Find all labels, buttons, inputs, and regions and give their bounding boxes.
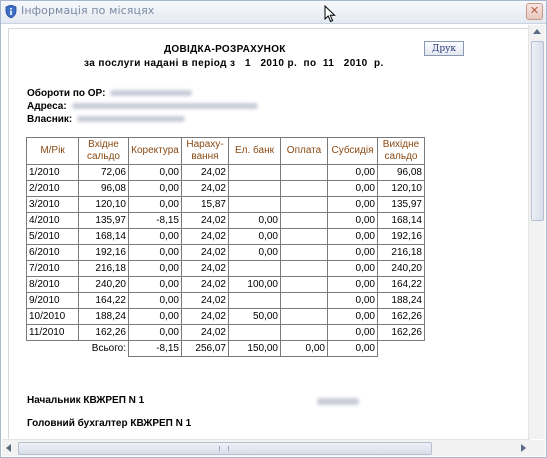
column-header: Вихідне сальдо bbox=[378, 138, 425, 165]
value-cell bbox=[281, 293, 328, 309]
month-cell: 6/2010 bbox=[27, 245, 79, 261]
column-header: Оплата bbox=[281, 138, 328, 165]
vertical-scroll-thumb[interactable] bbox=[531, 41, 544, 221]
table-row bbox=[27, 165, 425, 181]
value-cell: 188,24 bbox=[79, 309, 129, 325]
value-cell: 192,16 bbox=[378, 229, 425, 245]
accountant-signature: Головний бухгалтер КВЖРЕП N 1 bbox=[27, 418, 192, 429]
value-cell: -8,15 bbox=[129, 213, 182, 229]
month-cell: 11/2010 bbox=[27, 325, 79, 341]
value-cell: 240,20 bbox=[79, 277, 129, 293]
month-cell: 8/2010 bbox=[27, 277, 79, 293]
value-cell bbox=[281, 325, 328, 341]
value-cell: 0,00 bbox=[129, 277, 182, 293]
value-cell: 0,00 bbox=[328, 293, 378, 309]
value-cell: 24,02 bbox=[182, 229, 229, 245]
value-cell: 0,00 bbox=[328, 261, 378, 277]
table-row bbox=[27, 181, 425, 197]
month-cell: 1/2010 bbox=[27, 165, 79, 181]
vertical-scrollbar[interactable] bbox=[528, 25, 545, 439]
value-cell: 0,00 bbox=[129, 229, 182, 245]
report-title: ДОВІДКА-РОЗРАХУНОК bbox=[164, 44, 286, 55]
table-header-row bbox=[27, 138, 425, 165]
value-cell: 0,00 bbox=[129, 293, 182, 309]
scroll-right-arrow-icon[interactable] bbox=[521, 444, 526, 452]
address-line bbox=[27, 101, 258, 112]
value-cell: 15,87 bbox=[182, 197, 229, 213]
scroll-grip-icon bbox=[219, 446, 229, 451]
mouse-cursor-icon bbox=[324, 5, 338, 23]
total-cell: 256,07 bbox=[182, 341, 229, 357]
owner-label: Власник: bbox=[27, 114, 73, 125]
value-cell: 0,00 bbox=[328, 245, 378, 261]
value-cell: 0,00 bbox=[328, 309, 378, 325]
total-label: Всього: bbox=[79, 341, 129, 357]
value-cell: 135,97 bbox=[378, 197, 425, 213]
horizontal-scrollbar[interactable] bbox=[2, 439, 530, 456]
table-row bbox=[27, 325, 425, 341]
value-cell: 24,02 bbox=[182, 309, 229, 325]
month-cell: 5/2010 bbox=[27, 229, 79, 245]
turnover-line bbox=[27, 88, 192, 99]
value-cell: 120,10 bbox=[79, 197, 129, 213]
value-cell: 192,16 bbox=[79, 245, 129, 261]
table-row bbox=[27, 197, 425, 213]
value-cell: 24,02 bbox=[182, 165, 229, 181]
value-cell bbox=[281, 181, 328, 197]
value-cell: 24,02 bbox=[182, 181, 229, 197]
title-bar bbox=[1, 1, 546, 24]
value-cell: 0,00 bbox=[328, 165, 378, 181]
value-cell: 135,97 bbox=[79, 213, 129, 229]
value-cell: 0,00 bbox=[328, 181, 378, 197]
value-cell: 0,00 bbox=[328, 197, 378, 213]
month-cell: 9/2010 bbox=[27, 293, 79, 309]
value-cell: 96,08 bbox=[79, 181, 129, 197]
chief-signature: Начальник КВЖРЕП N 1 bbox=[27, 395, 145, 406]
total-cell: 150,00 bbox=[229, 341, 281, 357]
value-cell: 240,20 bbox=[378, 261, 425, 277]
total-spacer bbox=[378, 341, 425, 357]
table-row bbox=[27, 245, 425, 261]
redacted-address bbox=[72, 103, 258, 109]
value-cell: 0,00 bbox=[129, 165, 182, 181]
value-cell: 24,02 bbox=[182, 293, 229, 309]
month-cell: 2/2010 bbox=[27, 181, 79, 197]
value-cell: 168,14 bbox=[79, 229, 129, 245]
value-cell bbox=[229, 181, 281, 197]
column-header: Нараху-вання bbox=[182, 138, 229, 165]
total-row bbox=[27, 341, 425, 357]
turnover-label: Обороти по ОР: bbox=[27, 88, 106, 99]
total-spacer bbox=[27, 341, 79, 357]
value-cell: 164,22 bbox=[79, 293, 129, 309]
value-cell: 0,00 bbox=[129, 325, 182, 341]
value-cell bbox=[281, 277, 328, 293]
column-header: Вхідне сальдо bbox=[79, 138, 129, 165]
monthly-report-table bbox=[26, 137, 425, 357]
address-label: Адреса: bbox=[27, 101, 67, 112]
column-header: Коректура bbox=[129, 138, 182, 165]
scrollbar-corner bbox=[529, 440, 545, 456]
table-row bbox=[27, 213, 425, 229]
value-cell: 0,00 bbox=[129, 261, 182, 277]
value-cell: 0,00 bbox=[328, 325, 378, 341]
value-cell: 162,26 bbox=[79, 325, 129, 341]
table-row bbox=[27, 293, 425, 309]
value-cell: 0,00 bbox=[328, 229, 378, 245]
value-cell: 216,18 bbox=[378, 245, 425, 261]
value-cell bbox=[229, 197, 281, 213]
month-cell: 7/2010 bbox=[27, 261, 79, 277]
value-cell: 164,22 bbox=[378, 277, 425, 293]
redacted-chief-name bbox=[317, 398, 359, 405]
value-cell: 162,26 bbox=[378, 325, 425, 341]
value-cell bbox=[229, 293, 281, 309]
total-cell: 0,00 bbox=[328, 341, 378, 357]
value-cell bbox=[281, 229, 328, 245]
month-cell: 4/2010 bbox=[27, 213, 79, 229]
column-header: Субсидія bbox=[328, 138, 378, 165]
value-cell: 72,06 bbox=[79, 165, 129, 181]
value-cell bbox=[229, 165, 281, 181]
value-cell: 0,00 bbox=[129, 309, 182, 325]
owner-line bbox=[27, 114, 185, 125]
value-cell: 0,00 bbox=[129, 245, 182, 261]
value-cell: 0,00 bbox=[129, 181, 182, 197]
print-button[interactable]: Друк bbox=[424, 41, 464, 56]
value-cell bbox=[281, 261, 328, 277]
total-cell: -8,15 bbox=[129, 341, 182, 357]
value-cell: 0,00 bbox=[129, 197, 182, 213]
month-cell: 10/2010 bbox=[27, 309, 79, 325]
redacted-account-number bbox=[110, 90, 192, 96]
value-cell: 0,00 bbox=[229, 213, 281, 229]
value-cell: 120,10 bbox=[378, 181, 425, 197]
table-row bbox=[27, 277, 425, 293]
value-cell: 162,26 bbox=[378, 309, 425, 325]
report-period: за послуги надані в період з 1 2010 р. по 11 2010 р. bbox=[84, 58, 384, 69]
column-header: М/Рік bbox=[27, 138, 79, 165]
value-cell bbox=[281, 245, 328, 261]
table-row bbox=[27, 261, 425, 277]
value-cell bbox=[281, 165, 328, 181]
value-cell bbox=[281, 309, 328, 325]
value-cell: 168,14 bbox=[378, 213, 425, 229]
value-cell: 24,02 bbox=[182, 277, 229, 293]
value-cell bbox=[281, 213, 328, 229]
value-cell: 188,24 bbox=[378, 293, 425, 309]
value-cell: 216,18 bbox=[79, 261, 129, 277]
value-cell bbox=[229, 261, 281, 277]
table-row bbox=[27, 309, 425, 325]
scroll-up-arrow-icon[interactable] bbox=[533, 29, 541, 34]
value-cell bbox=[229, 325, 281, 341]
redacted-owner-name bbox=[77, 116, 185, 122]
table-body bbox=[27, 165, 425, 357]
total-cell: 0,00 bbox=[281, 341, 328, 357]
close-button[interactable]: ✕ bbox=[526, 3, 543, 20]
value-cell: 0,00 bbox=[229, 229, 281, 245]
value-cell: 24,02 bbox=[182, 213, 229, 229]
value-cell: 0,00 bbox=[229, 245, 281, 261]
report-viewport bbox=[4, 25, 528, 439]
value-cell: 0,00 bbox=[328, 277, 378, 293]
value-cell: 96,08 bbox=[378, 165, 425, 181]
value-cell bbox=[281, 197, 328, 213]
value-cell: 24,02 bbox=[182, 261, 229, 277]
table-row bbox=[27, 229, 425, 245]
value-cell: 100,00 bbox=[229, 277, 281, 293]
value-cell: 0,00 bbox=[328, 213, 378, 229]
scroll-left-arrow-icon[interactable] bbox=[6, 444, 11, 452]
column-header: Ел. банк bbox=[229, 138, 281, 165]
month-cell: 3/2010 bbox=[27, 197, 79, 213]
horizontal-scroll-thumb[interactable] bbox=[18, 442, 432, 455]
info-shield-icon bbox=[5, 5, 17, 18]
window-title: Інформація по місяцях bbox=[21, 4, 155, 17]
value-cell: 24,02 bbox=[182, 245, 229, 261]
value-cell: 24,02 bbox=[182, 325, 229, 341]
value-cell: 50,00 bbox=[229, 309, 281, 325]
